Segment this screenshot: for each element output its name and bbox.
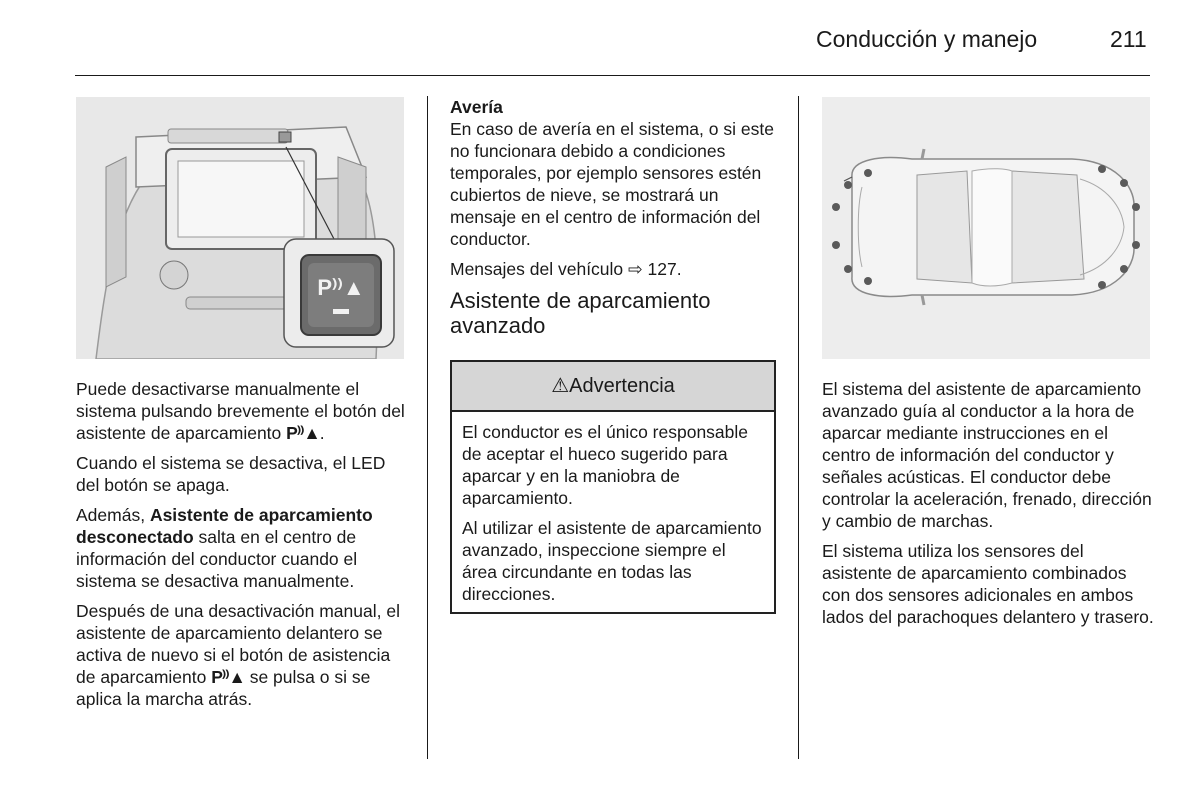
warning-paragraph-2: Al utilizar el asistente de aparcamiento avanzado, inspeccione siempre el área circundante en todas las direcciones.	[462, 518, 762, 604]
paragraph-system-guide: El sistema del asistente de aparcamiento avanzado guía al conductor a la hora de aparcar mediante instrucciones en el centro de información del conductor y señales acústicas. El conductor debe controlar la aceleración, frenado, dirección y cambio de marchas.	[822, 379, 1152, 531]
page-header-title: Conducción y manejo	[816, 26, 1038, 52]
paragraph-fault: En caso de avería en el sistema, o si este no funcionara debido a condiciones temporales, por ejemplo sensores estén cubiertos de nieve, se mostrará un mensaje en el centro de información del conductor.	[450, 119, 774, 249]
paragraph-message: Además, Asistente de aparcamiento desconectado salta en el centro de información del conductor cuando el sistema se desactiva manualmente.	[76, 505, 373, 591]
parking-button-symbol: P⁾⁾▲	[211, 667, 245, 687]
paragraph-reactivate: Después de una desactivación manual, el asistente de aparcamiento delantero se activa de nuevo si el botón de asistencia de aparcamiento P⁾⁾▲ se pulsa o si se aplica la marcha atrás.	[76, 601, 400, 709]
car-sensors-figure	[822, 97, 1150, 359]
header-rule	[75, 75, 1150, 76]
warning-box	[450, 360, 776, 614]
column-1-text	[76, 378, 411, 718]
column-3-text	[822, 378, 1157, 636]
paragraph-sensors: El sistema utiliza los sensores del asistente de aparcamiento combinados con dos sensores adicionales en ambos lados del parachoques delantero y trasero.	[822, 541, 1154, 627]
column-2-text	[450, 96, 784, 348]
section-title: Asistente de aparcamiento avanzado	[450, 288, 711, 338]
warning-body	[452, 412, 774, 605]
warning-title: ⚠Advertencia	[452, 362, 774, 412]
parking-button-symbol: P⁾⁾▲	[286, 423, 320, 443]
inset-button-symbol: P⁾⁾▲	[317, 275, 365, 300]
paragraph-deactivate: Puede desactivarse manualmente el sistema pulsando brevemente el botón del asistente de aparcamiento P⁾⁾▲.	[76, 379, 405, 443]
column-divider-1	[427, 96, 428, 759]
warning-paragraph-1: El conductor es el único responsable de aceptar el hueco sugerido para aparcar y en la maniobra de aparcamiento.	[462, 422, 749, 508]
subheading-averia: Avería	[450, 97, 503, 117]
column-divider-2	[798, 96, 799, 759]
dashboard-figure	[76, 97, 404, 359]
page-number: 211	[1110, 26, 1147, 52]
paragraph-led: Cuando el sistema se desactiva, el LED del botón se apaga.	[76, 453, 386, 495]
paragraph-reference: Mensajes del vehículo ⇨ 127.	[450, 259, 682, 279]
